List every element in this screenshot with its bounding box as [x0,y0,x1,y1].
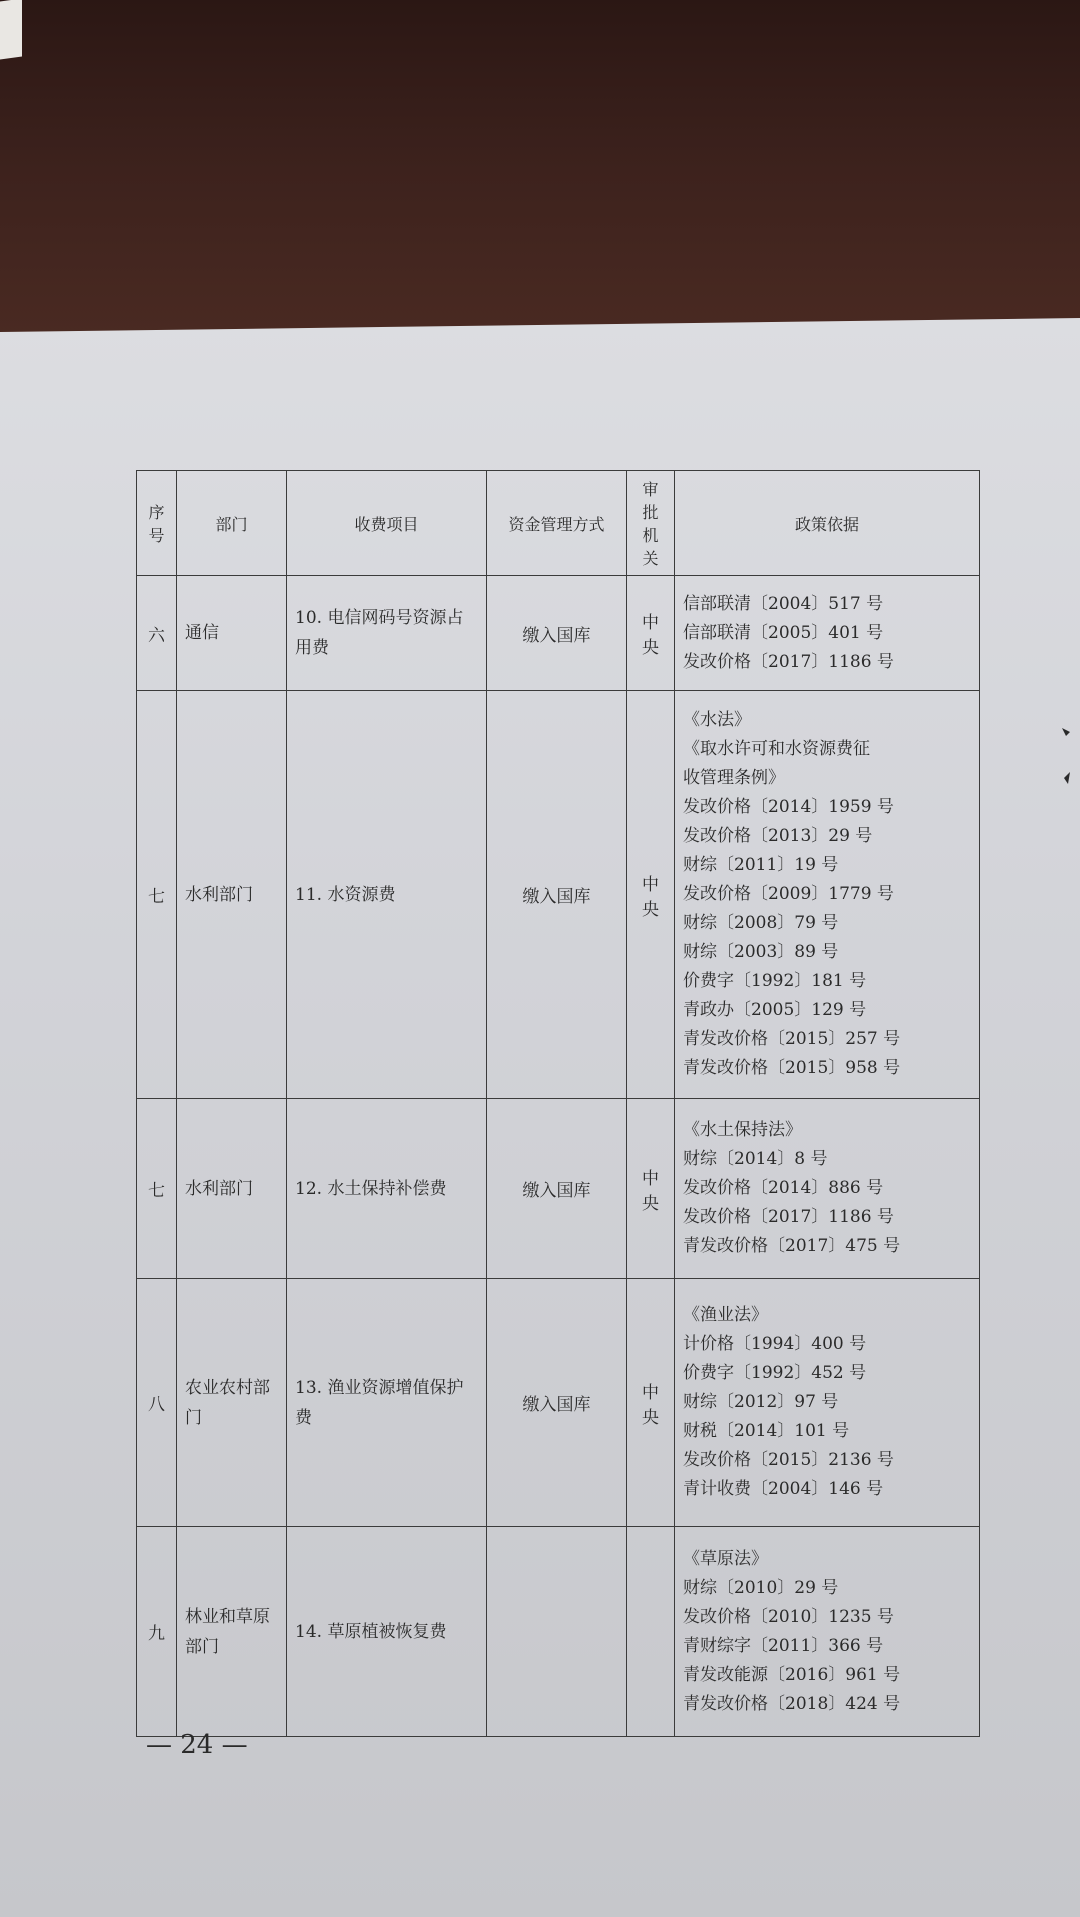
policy-item: 发改价格〔2017〕1186 号 [683,1207,894,1227]
policy-item: 收管理条例》 [683,768,785,788]
policy-item: 《取水许可和水资源费征 [683,739,870,759]
row-seq: 七 [137,691,177,1099]
policy-item: 发改价格〔2009〕1779 号 [683,884,894,904]
policy-item: 财综〔2003〕89 号 [683,942,839,962]
policy-item: 财税〔2014〕101 号 [683,1421,850,1441]
policy-item: 财综〔2014〕8 号 [683,1149,828,1169]
policy-item: 青政办〔2005〕129 号 [683,1000,867,1020]
policy-item: 青发改价格〔2015〕257 号 [683,1029,901,1049]
policy-item: 发改价格〔2017〕1186 号 [683,651,894,672]
row-fund [487,1527,627,1737]
row-seq: 八 [137,1279,177,1527]
header-dept: 部门 [177,471,287,576]
row-dept: 通信 [177,576,287,691]
policy-item: 《水土保持法》 [683,1120,802,1140]
page-number: — 24 — [146,1730,248,1760]
row-item: 11. 水资源费 [287,691,487,1099]
policy-item: 《草原法》 [683,1548,768,1569]
policy-item: 财综〔2010〕29 号 [683,1577,839,1598]
policy-item: 青计收费〔2004〕146 号 [683,1479,884,1499]
policy-item: 财综〔2008〕79 号 [683,913,839,933]
row-dept: 水利部门 [177,1099,287,1279]
row-fund: 缴入国库 [487,1279,627,1527]
row-policy [675,1527,980,1737]
table-row [137,576,980,691]
row-fund: 缴入国库 [487,1099,627,1279]
header-item: 收费项目 [287,471,487,576]
row-seq: 七 [137,1099,177,1279]
row-fund: 缴入国库 [487,691,627,1099]
policy-item: 发改价格〔2014〕886 号 [683,1178,884,1198]
header-fund: 资金管理方式 [487,471,627,576]
policy-item: 价费字〔1992〕452 号 [683,1363,867,1383]
policy-item: 计价格〔1994〕400 号 [683,1334,867,1354]
row-policy [675,1099,980,1279]
row-dept: 林业和草原部门 [177,1527,287,1737]
policy-list [683,1301,971,1504]
row-approval: 中央 [627,1279,675,1527]
policy-item: 青发改价格〔2017〕475 号 [683,1236,901,1256]
policy-item: 发改价格〔2014〕1959 号 [683,797,894,817]
policy-item: 《水法》 [683,710,751,730]
header-approval: 审批机关 [627,471,675,576]
paper-corner [0,0,22,60]
policy-list [683,590,971,677]
row-policy [675,691,980,1099]
row-dept: 农业农村部门 [177,1279,287,1527]
row-approval: 中央 [627,691,675,1099]
row-item: 14. 草原植被恢复费 [287,1527,487,1737]
policy-list [683,1545,971,1719]
table-row [137,1279,980,1527]
policy-item: 信部联清〔2005〕401 号 [683,622,884,643]
row-item: 12. 水土保持补偿费 [287,1099,487,1279]
paper-specks [1058,722,1076,792]
policy-list [683,1116,971,1261]
header-seq: 序号 [137,471,177,576]
policy-item: 发改价格〔2010〕1235 号 [683,1606,894,1627]
table-row [137,1099,980,1279]
policy-item: 青发改价格〔2018〕424 号 [683,1693,901,1714]
row-approval: 中央 [627,576,675,691]
policy-item: 《渔业法》 [683,1305,768,1325]
row-item: 13. 渔业资源增值保护费 [287,1279,487,1527]
policy-item: 青发改价格〔2015〕958 号 [683,1058,901,1078]
row-fund: 缴入国库 [487,576,627,691]
policy-item: 发改价格〔2013〕29 号 [683,826,873,846]
policy-list [683,706,971,1083]
policy-item: 青发改能源〔2016〕961 号 [683,1664,901,1685]
row-approval [627,1527,675,1737]
fee-table [136,470,980,1737]
table-header-row [137,471,980,576]
row-policy [675,1279,980,1527]
row-seq: 九 [137,1527,177,1737]
policy-item: 财综〔2011〕19 号 [683,855,839,875]
policy-item: 信部联清〔2004〕517 号 [683,593,884,614]
row-policy [675,576,980,691]
table-row [137,1527,980,1737]
row-approval: 中央 [627,1099,675,1279]
policy-item: 青财综字〔2011〕366 号 [683,1635,884,1656]
policy-item: 价费字〔1992〕181 号 [683,971,867,991]
policy-item: 发改价格〔2015〕2136 号 [683,1450,894,1470]
desk-background [0,0,1080,340]
policy-item: 财综〔2012〕97 号 [683,1392,839,1412]
table-row [137,691,980,1099]
row-dept: 水利部门 [177,691,287,1099]
row-seq: 六 [137,576,177,691]
header-policy: 政策依据 [675,471,980,576]
row-item: 10. 电信网码号资源占用费 [287,576,487,691]
